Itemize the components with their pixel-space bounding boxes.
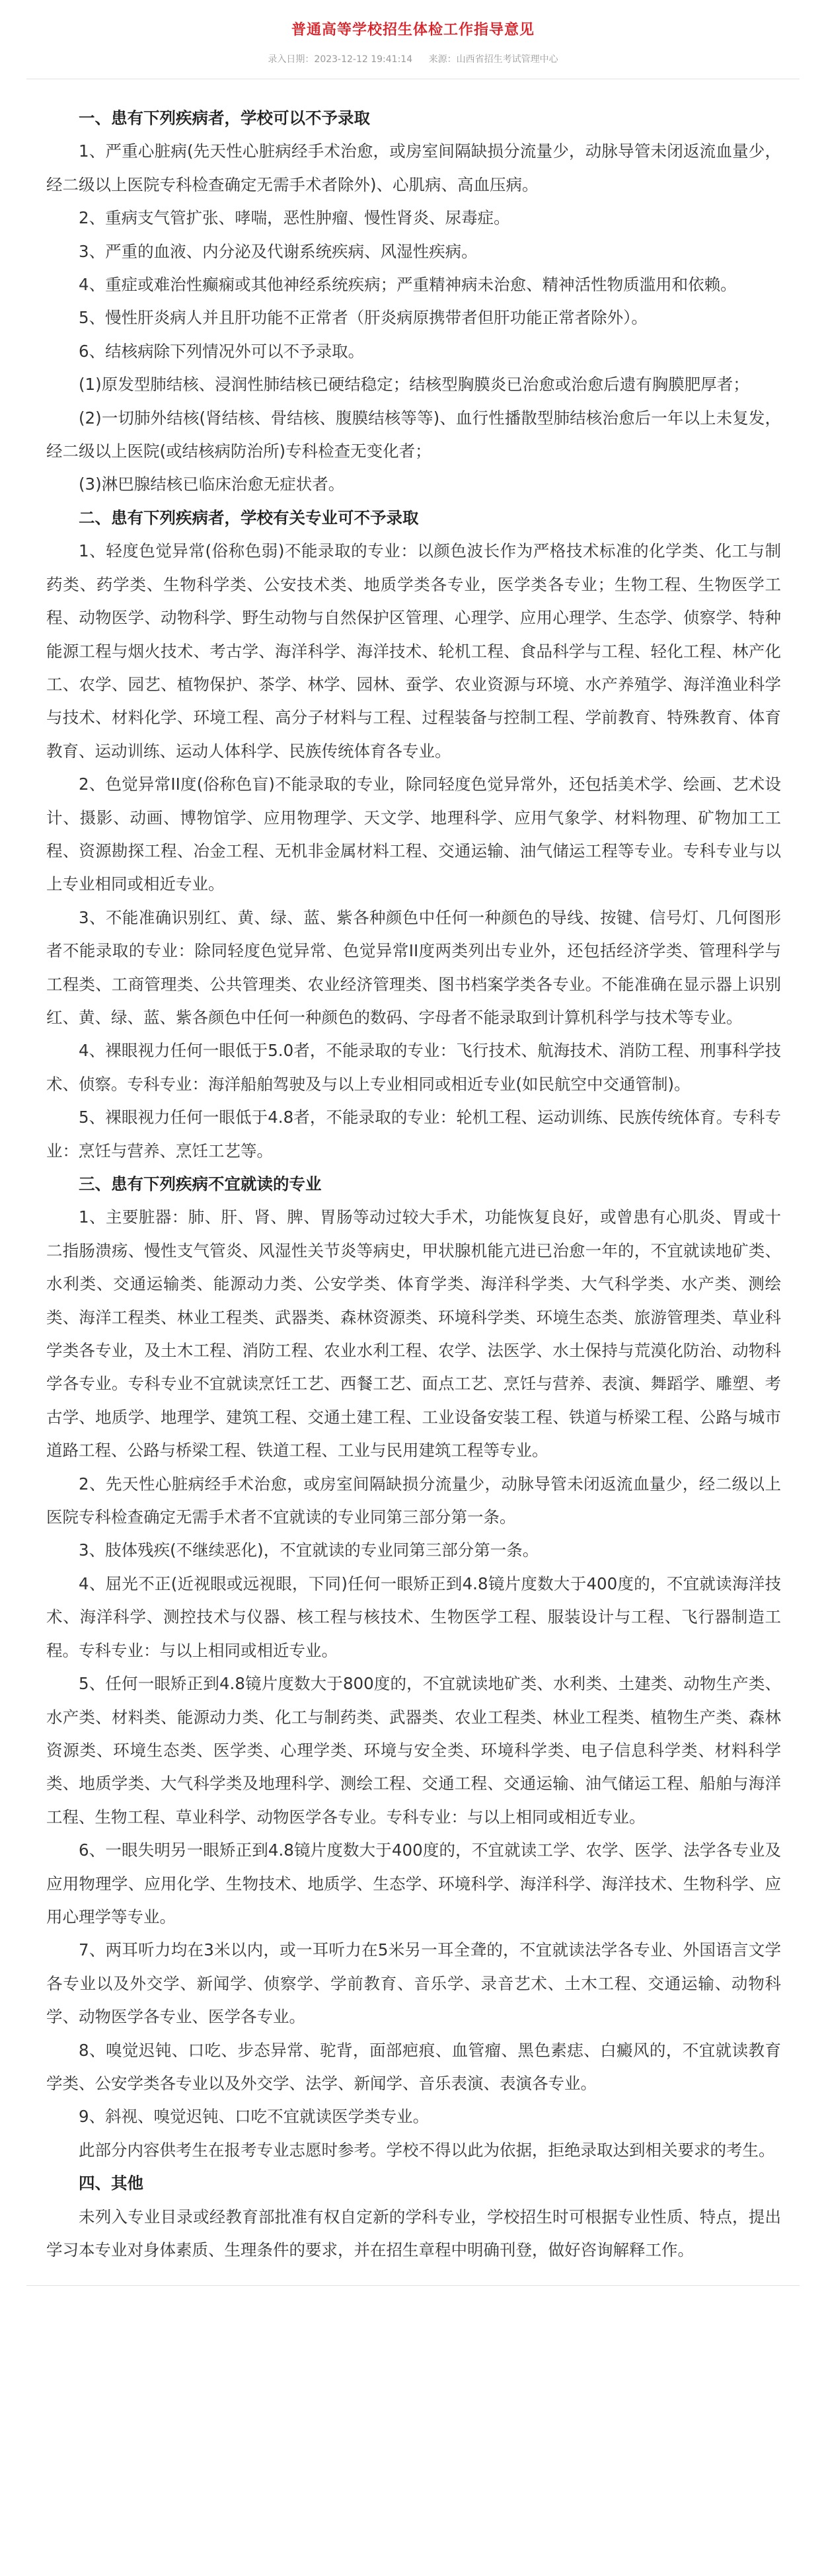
paragraph: 4、屈光不正(近视眼或远视眼，下同)任何一眼矫正到4.8镜片度数大于400度的，不宜就读海洋技术、海洋科学、测控技术与仪器、核工程与核技术、生物医学工程、服装设计与工程、飞行器制造工程。专科专业：与以上相同或相近专业。 [46, 1573, 781, 1660]
paragraph: 2、先天性心脏病经手术治愈，或房室间隔缺损分流量少，动脉导管未闭返流血量少，经二级以上医院专科检查确定无需手术者不宜就读的专业同第三部分第一条。 [46, 1474, 781, 1527]
paragraph: 3、严重的血液、内分泌及代谢系统疾病、风湿性疾病。 [79, 241, 478, 261]
paragraph: 4、重症或难治性癫痫或其他神经系统疾病；严重精神病未治愈、精神活性物质滥用和依赖。 [79, 275, 737, 295]
article-title: 普通高等学校招生体检工作指导意见 [291, 22, 535, 38]
paragraph: 5、慢性肝炎病人并且肝功能不正常者（肝炎病原携带者但肝功能正常者除外）。 [79, 308, 648, 328]
paragraph: 此部分内容供考生在报考专业志愿时参考。学校不得以此为依据，拒绝录取达到相关要求的考生。 [79, 2140, 775, 2160]
article-meta [26, 52, 800, 65]
publish-date [268, 54, 412, 65]
paragraph: 9、斜视、嗅觉迟钝、口吃不宜就读医学类专业。 [79, 2107, 430, 2127]
paragraph: 6、结核病除下列情况外可以不予录取。 [79, 341, 365, 361]
article-source [429, 54, 558, 65]
paragraph: (3)淋巴腺结核已临床治愈无症状者。 [79, 474, 345, 494]
paragraph: 1、轻度色觉异常(俗称色弱)不能录取的专业：以颜色波长作为严格技术标准的化学类、化工与制药类、药学类、生物科学类、公安技术类、地质学类各专业，医学类各专业；生物工程、生物医学工程、动物医学、动物科学、野生动物与自然保护区管理、心理学、应用心理学、生态学、侦察学、特种能源工程与烟火技术、考古学、海洋科学、海洋技术、轮机工程、食品科学与工程、轻化工程、林产化工、农学、园艺、植物保护、茶学、林学、园林、蚕学、农业资源与环境、水产养殖学、海洋渔业科学与技术、材料化学、环境工程、高分子材料与工程、过程装备与控制工程、学前教育、特殊教育、体育教育、运动训练、运动人体科学、民族传统体育各专业。 [46, 541, 781, 761]
source-value: 山西省招生考试管理中心 [456, 54, 558, 65]
footer-divider [26, 2285, 800, 2286]
section-heading: 四、其他 [79, 2174, 143, 2193]
date-label: 录入日期： [268, 54, 315, 65]
paragraph: 2、色觉异常II度(俗称色盲)不能录取的专业，除同轻度色觉异常外，还包括美术学、绘画、艺术设计、摄影、动画、博物馆学、应用物理学、天文学、地理科学、应用气象学、材料物理、矿物加工工程、资源勘探工程、冶金工程、无机非金属材料工程、交通运输、油气储运工程等专业。专科专业与以上专业相同或相近专业。 [46, 775, 781, 894]
paragraph: 1、严重心脏病(先天性心脏病经手术治愈，或房室间隔缺损分流量少，动脉导管未闭返流血量少，经二级以上医院专科检查确定无需手术者除外)、心肌病、高血压病。 [46, 141, 781, 194]
paragraph: 6、一眼失明另一眼矫正到4.8镜片度数大于400度的，不宜就读工学、农学、医学、法学各专业及应用物理学、应用化学、生物技术、地质学、生态学、环境科学、海洋科学、海洋技术、生物科学、应用心理学等专业。 [46, 1840, 781, 1926]
section-heading: 一、患有下列疾病者，学校可以不予录取 [79, 108, 370, 128]
section-heading: 三、患有下列疾病不宜就读的专业 [79, 1174, 322, 1193]
paragraph: 1、主要脏器：肺、肝、肾、脾、胃肠等动过较大手术，功能恢复良好，或曾患有心肌炎、胃或十二指肠溃疡、慢性支气管炎、风湿性关节炎等病史，甲状腺机能亢进已治愈一年的，不宜就读地矿类、水利类、交通运输类、能源动力类、公安学类、体育学类、海洋科学类、大气科学类、水产类、测绘类、海洋工程类、林业工程类、武器类、森林资源类、环境科学类、环境生态类、旅游管理类、草业科学类各专业，及土木工程、消防工程、农业水利工程、农学、法医学、水土保持与荒漠化防治、动物科学各专业。专科专业不宜就读烹饪工艺、西餐工艺、面点工艺、烹饪与营养、表演、舞蹈学、雕塑、考古学、地质学、地理学、建筑工程、交通土建工程、工业设备安装工程、铁道与桥梁工程、公路与城市道路工程、公路与桥梁工程、铁道工程、工业与民用建筑工程等专业。 [46, 1207, 781, 1460]
date-value: 2023-12-12 19:41:14 [314, 54, 413, 65]
paragraph: 5、裸眼视力任何一眼低于4.8者，不能录取的专业：轮机工程、运动训练、民族传统体育。专科专业：烹饪与营养、烹饪工艺等。 [46, 1108, 781, 1160]
paragraph: (1)原发型肺结核、浸润性肺结核已硬结稳定；结核型胸膜炎已治愈或治愈后遗有胸膜肥厚者； [79, 375, 749, 395]
section-heading: 二、患有下列疾病者，学校有关专业可不予录取 [79, 508, 419, 527]
paragraph: 8、嗅觉迟钝、口吃、步态异常、驼背，面部疤痕、血管瘤、黑色素痣、白癜风的，不宜就读教育学类、公安学类各专业以及外交学、法学、新闻学、音乐表演、表演各专业。 [46, 2040, 781, 2093]
paragraph: 3、不能准确识别红、黄、绿、蓝、紫各种颜色中任何一种颜色的导线、按键、信号灯、几何图形者不能录取的专业：除同轻度色觉异常、色觉异常II度两类列出专业外，还包括经济学类、管理科学与工程类、工商管理类、公共管理类、农业经济管理类、图书档案学类各专业。不能准确在显示器上识别红、黄、绿、蓝、紫各颜色中任何一种颜色的数码、字母者不能录取到计算机科学与技术等专业。 [46, 907, 781, 1027]
paragraph: 5、任何一眼矫正到4.8镜片度数大于800度的，不宜就读地矿类、水利类、土建类、动物生产类、水产类、材料类、能源动力类、化工与制药类、武器类、农业工程类、林业工程类、植物生产类、森林资源类、环境生态类、医学类、心理学类、环境与安全类、环境科学类、电子信息科学类、材料科学类、地质学类、大气科学类及地理科学、测绘工程、交通工程、交通运输、油气储运工程、船舶与海洋工程、生物工程、草业科学、动物医学各专业。专科专业：与以上相同或相近专业。 [46, 1674, 781, 1827]
paragraph: 7、两耳听力均在3米以内，或一耳听力在5米另一耳全聋的，不宜就读法学各专业、外国语言文学各专业以及外交学、新闻学、侦察学、学前教育、音乐学、录音艺术、土木工程、交通运输、动物科学、动物医学各专业、医学各专业。 [46, 1940, 781, 2027]
paragraph: 2、重病支气管扩张、哮喘，恶性肿瘤、慢性肾炎、尿毒症。 [79, 208, 510, 228]
paragraph: 3、肢体残疾(不继续恶化)，不宜就读的专业同第三部分第一条。 [79, 1540, 539, 1560]
paragraph: (2)一切肺外结核(肾结核、骨结核、腹膜结核等等)、血行性播散型肺结核治愈后一年以上未复发，经二级以上医院(或结核病防治所)专科检查无变化者； [46, 408, 781, 461]
source-label: 来源： [428, 54, 457, 65]
paragraph: 4、裸眼视力任何一眼低于5.0者，不能录取的专业：飞行技术、航海技术、消防工程、刑事科学技术、侦察。专科专业：海洋船舶驾驶及与以上专业相同或相近专业(如民航空中交通管制)。 [46, 1041, 781, 1094]
article-body [26, 102, 800, 2267]
paragraph: 未列入专业目录或经教育部批准有权自定新的学科专业，学校招生时可根据专业性质、特点，提出学习本专业对身体素质、生理条件的要求，并在招生章程中明确刊登，做好咨询解释工作。 [46, 2207, 781, 2259]
